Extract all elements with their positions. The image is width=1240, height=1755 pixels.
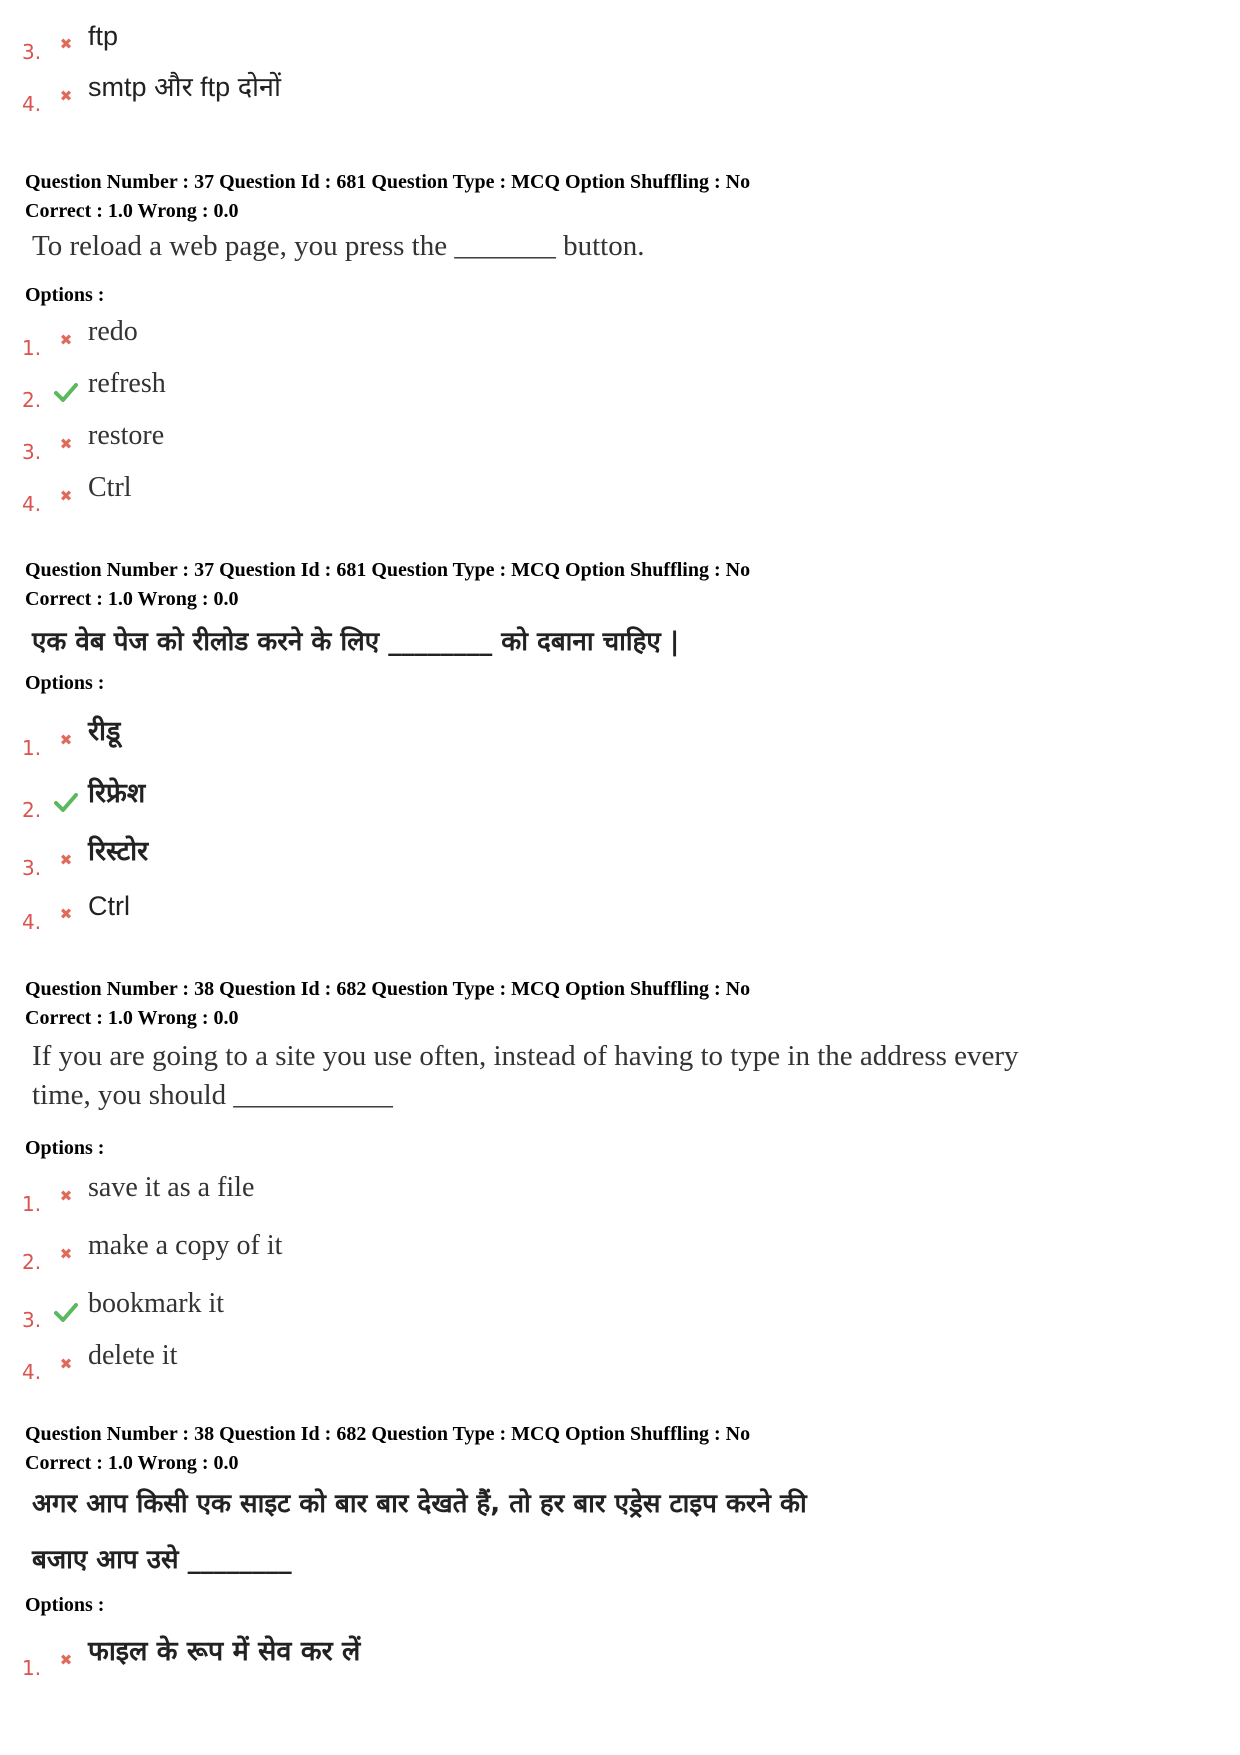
option-item [22, 1166, 722, 1214]
option-text: रीडू [88, 716, 121, 747]
option-number: 4. [22, 910, 42, 934]
option-number: 3. [22, 40, 42, 64]
wrong-cross-icon: ✖ [59, 435, 73, 453]
option-item [22, 1630, 722, 1678]
option-item [22, 830, 722, 878]
option-item [22, 14, 722, 62]
option-text: Ctrl [88, 891, 130, 921]
correct-check-icon [50, 380, 82, 404]
options-label: Options : [25, 1137, 105, 1159]
question-text: एक वेब पेज को रीलोड करने के लिए ________ को दबाना चाहिए | [32, 627, 680, 657]
question-score: Correct : 1.0 Wrong : 0.0 [25, 1452, 239, 1474]
option-number: 4. [22, 1360, 42, 1384]
option-text: refresh [88, 368, 166, 399]
option-item [22, 772, 722, 820]
wrong-cross-icon: ✖ [59, 731, 73, 749]
option-number: 1. [22, 736, 42, 760]
question-text-line2: time, you should ___________ [32, 1079, 393, 1111]
question-meta: Question Number : 38 Question Id : 682 Question Type : MCQ Option Shuffling : No [25, 978, 751, 1000]
question-text-line2: बजाए आप उसे ________ [32, 1545, 292, 1575]
options-label: Options : [25, 284, 105, 306]
option-number: 4. [22, 492, 42, 516]
question-score: Correct : 1.0 Wrong : 0.0 [25, 588, 239, 610]
question-meta: Question Number : 37 Question Id : 681 Question Type : MCQ Option Shuffling : No [25, 171, 751, 193]
question-text: If you are going to a site you use often, instead of having to type in the address every [32, 1040, 1019, 1072]
option-number: 1. [22, 1192, 42, 1216]
option-number: 3. [22, 440, 42, 464]
option-text: रिफ्रेश [88, 778, 146, 809]
option-item [22, 362, 722, 410]
wrong-cross-icon: ✖ [59, 905, 73, 923]
question-score: Correct : 1.0 Wrong : 0.0 [25, 1007, 239, 1029]
option-number: 1. [22, 1656, 42, 1680]
option-item [22, 310, 722, 358]
wrong-cross-icon: ✖ [59, 1355, 73, 1373]
option-text: smtp और ftp दोनों [88, 72, 282, 102]
option-text: Ctrl [88, 472, 132, 503]
question-text: To reload a web page, you press the _______ button. [32, 230, 645, 262]
options-label: Options : [25, 1594, 105, 1616]
wrong-cross-icon: ✖ [59, 331, 73, 349]
option-text: restore [88, 420, 165, 451]
wrong-cross-icon: ✖ [59, 1187, 73, 1205]
option-text: फाइल के रूप में सेव कर लें [88, 1636, 361, 1667]
option-number: 2. [22, 798, 42, 822]
option-text: redo [88, 316, 138, 347]
option-text: ftp [88, 21, 119, 51]
options-label: Options : [25, 672, 105, 694]
option-text: save it as a file [88, 1172, 255, 1203]
wrong-cross-icon: ✖ [59, 1245, 73, 1263]
option-number: 2. [22, 388, 42, 412]
option-number: 3. [22, 856, 42, 880]
option-item [22, 66, 722, 114]
option-number: 2. [22, 1250, 42, 1274]
question-text: अगर आप किसी एक साइट को बार बार देखते हैं, तो हर बार एड्रेस टाइप करने की [32, 1489, 807, 1519]
option-number: 3. [22, 1308, 42, 1332]
option-item [22, 1334, 722, 1382]
option-number: 4. [22, 92, 42, 116]
question-meta: Question Number : 38 Question Id : 682 Question Type : MCQ Option Shuffling : No [25, 1423, 751, 1445]
option-item [22, 414, 722, 462]
question-score: Correct : 1.0 Wrong : 0.0 [25, 200, 239, 222]
wrong-cross-icon: ✖ [59, 1651, 73, 1669]
correct-check-icon [50, 790, 82, 814]
option-item [22, 710, 722, 758]
wrong-cross-icon: ✖ [59, 87, 73, 105]
wrong-cross-icon: ✖ [59, 35, 73, 53]
option-number: 1. [22, 336, 42, 360]
option-item [22, 466, 722, 514]
wrong-cross-icon: ✖ [59, 851, 73, 869]
option-item [22, 884, 722, 932]
option-text: रिस्टोर [88, 836, 149, 867]
option-item [22, 1282, 722, 1330]
option-text: delete it [88, 1340, 178, 1371]
option-text: make a copy of it [88, 1230, 283, 1261]
option-item [22, 1224, 722, 1272]
correct-check-icon [50, 1300, 82, 1324]
option-text: bookmark it [88, 1288, 225, 1319]
question-meta: Question Number : 37 Question Id : 681 Question Type : MCQ Option Shuffling : No [25, 559, 751, 581]
wrong-cross-icon: ✖ [59, 487, 73, 505]
